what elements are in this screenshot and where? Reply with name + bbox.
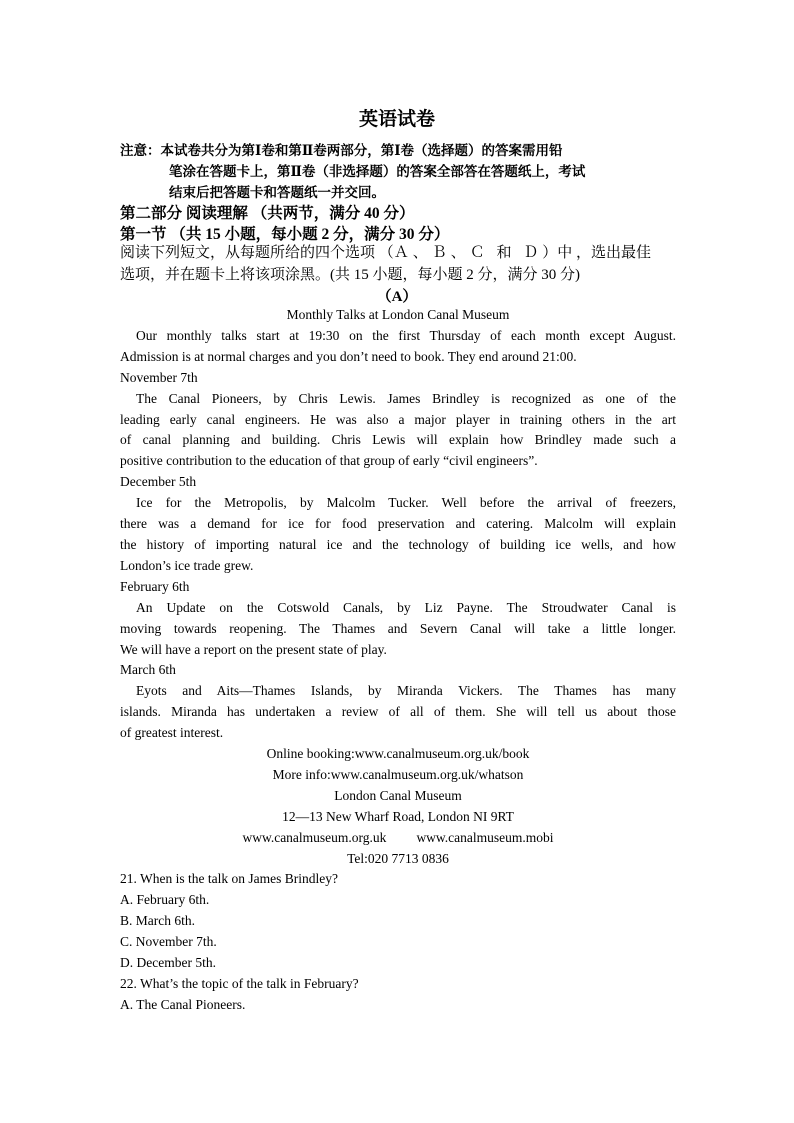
talk-line: the history of importing natural ice and the technology of building ice wells, and how (120, 536, 676, 552)
passage-heading: Monthly Talks at London Canal Museum (286, 307, 510, 322)
passage-intro-line: Admission is at normal charges and you don’t need to book. They end around 21:00. (120, 348, 577, 364)
talk-line: positive contribution to the education of that group of early “civil engineers”. (120, 453, 538, 469)
section-part-heading: 第二部分 阅读理解 （共两节，满分 40 分） (120, 205, 415, 222)
talk-line: islands. Miranda has undertaken a review of all of them. She will tell us about those (120, 704, 676, 720)
talk-line: An Update on the Cotswold Canals, by Liz Payne. The Stroudwater Canal is (136, 599, 676, 615)
talk-line: of greatest interest. (120, 725, 224, 741)
question-option: B. March 6th. (120, 913, 195, 929)
talk-date: November 7th (120, 369, 198, 385)
talk-line: We will have a report on the present state of play. (120, 641, 387, 657)
talk-line: The Canal Pioneers, by Chris Lewis. James Brindley is recognized as one of the (136, 390, 676, 406)
more-info-link: More info:www.canalmuseum.org.uk/whatson (272, 766, 524, 782)
passage (120, 305, 676, 1016)
museum-websites (120, 828, 676, 849)
instructions-line-1 (120, 242, 680, 264)
question-option: C. November 7th. (120, 934, 217, 950)
exam-notice (120, 140, 680, 203)
part-label: （A） (376, 289, 418, 305)
section-one-heading: 第一节 （共 15 小题，每小题 2 分，满分 30 分） (120, 226, 450, 243)
talk-line: Eyots and Aits—Thames Islands, by Miranda Vickers. The Thames has many (136, 683, 676, 699)
booking-link: Online booking:www.canalmuseum.org.uk/book (266, 746, 530, 762)
talk-line: there was a demand for ice for food preservation and catering. Malcolm will explain (120, 516, 676, 532)
question-stem: 21. When is the talk on James Brindley? (120, 871, 338, 887)
talk-line: of canal planning and building. Chris Lewis will explain how Brindley made such a (120, 432, 676, 448)
question-option: D. December 5th. (120, 955, 216, 971)
instructions-line-2: 选项，并在题卡上将该项涂黑。(共 15 小题，每小题 2 分，满分 30 分) (120, 267, 580, 283)
museum-address: 12—13 New Wharf Road, London NI 9RT (282, 808, 514, 824)
museum-tel: Tel:020 7713 0836 (347, 850, 449, 866)
talk-date: February 6th (120, 578, 190, 594)
talk-line: London’s ice trade grew. (120, 557, 254, 573)
talk-line: moving towards reopening. The Thames and Severn Canal will take a little longer. (120, 620, 676, 636)
instructions-line-1-c: ）中 ，选出最佳 (542, 245, 652, 261)
talk-line: Ice for the Metropolis, by Malcolm Tucker. Well before the arrival of freezers, (136, 495, 676, 511)
page-title: 英语试卷 (358, 109, 435, 130)
instructions-line-1-a: 阅读下列短文，从每题所给的四个选项 （ (120, 245, 394, 261)
notice-line-3: 结束后把答题卡和答题纸一并交回。 (169, 185, 385, 200)
talk-date: March 6th (120, 662, 176, 678)
instructions-options: Ａ、Ｂ、Ｃ 和 Ｄ (393, 245, 543, 261)
passage-intro-line: Our monthly talks start at 19:30 on the first Thursday of each month except August. (136, 327, 676, 343)
website-mobi: www.canalmuseum.mobi (416, 829, 554, 845)
museum-name: London Canal Museum (334, 787, 462, 803)
talk-line: leading early canal engineers. He was also a major player in training others in the art (120, 411, 676, 427)
talk-date: December 5th (120, 474, 197, 490)
question-option: A. The Canal Pioneers. (120, 996, 246, 1012)
website-org: www.canalmuseum.org.uk (242, 829, 387, 845)
question-stem: 22. What’s the topic of the talk in February? (120, 976, 359, 991)
notice-line-1: 注意：本试卷共分为第Ⅰ卷和第Ⅱ卷两部分，第Ⅰ卷（选择题）的答案需用铅 (120, 143, 563, 158)
question-option: A. February 6th. (120, 892, 210, 908)
notice-line-2: 笔涂在答题卡上，第Ⅱ卷（非选择题）的答案全部答在答题纸上，考试 (169, 164, 586, 179)
